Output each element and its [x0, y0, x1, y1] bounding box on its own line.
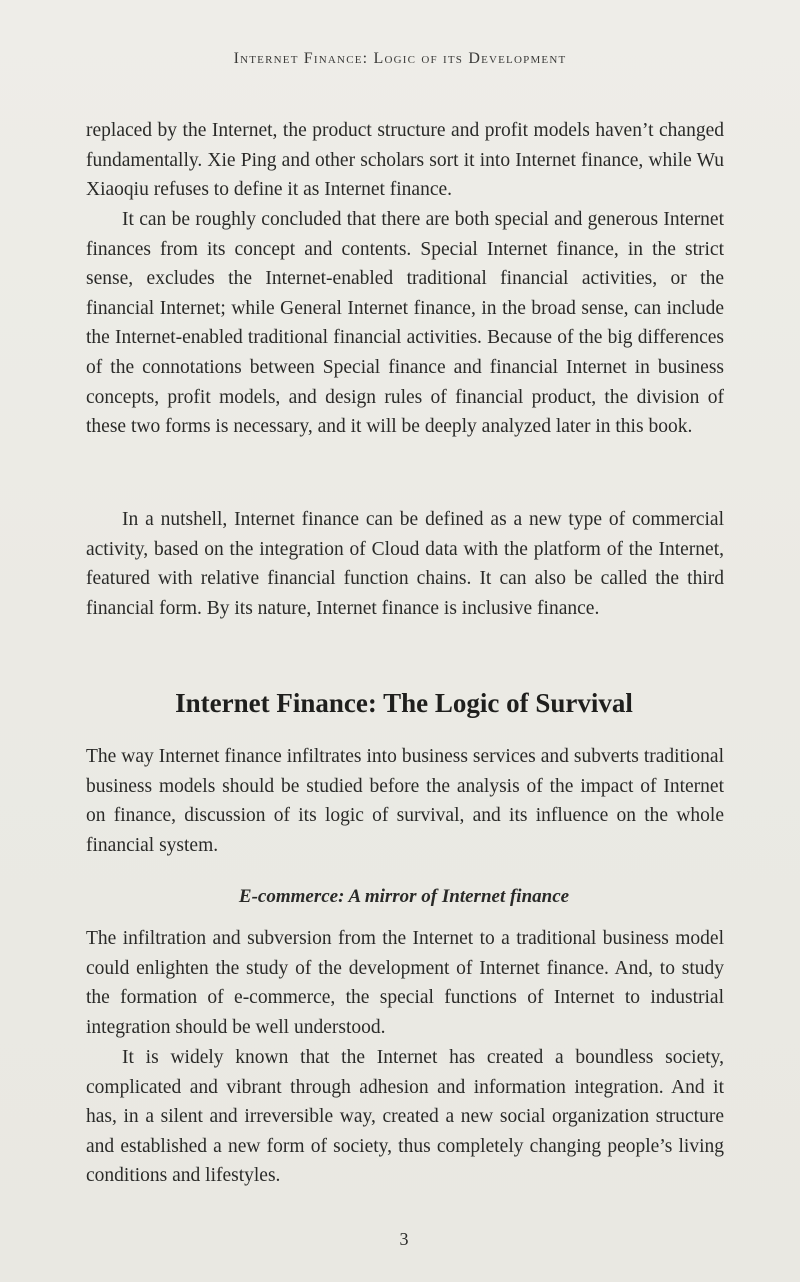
paragraph-infiltration: The infiltration and subversion from the Internet to a traditional business model could enlighten the study of the development of Internet finance. And, to study the formation of e-commerce, the special functions of Internet to industrial integration should be well understood. [86, 928, 724, 1038]
paragraph-continuation: replaced by the Internet, the product structure and profit models haven’t changed fundamentally. Xie Ping and other scholars sort it into Internet finance, while Wu Xiaoqiu refuses to define it as Internet finance. [86, 120, 724, 201]
subsection-heading: E-commerce: A mirror of Internet finance [238, 886, 570, 907]
paragraph-intro: The way Internet finance infiltrates into business services and subverts traditional business models should be studied before the analysis of the impact of Internet on finance, discussion of its logic of survival, and its influence on the whole financial system. [86, 746, 724, 856]
paragraph-summary: In a nutshell, Internet finance can be defined as a new type of commercial activity, based on the integration of Cloud data with the platform of the Internet, featured with relative financial function chains. It can also be called the third financial form. By its nature, Internet finance is inclusive finance. [86, 509, 724, 619]
page-number: 3 [399, 1229, 409, 1249]
running-header: Internet Finance: Logic of its Development [233, 50, 567, 67]
paragraph-society: It is widely known that the Internet has created a boundless society, complicated and vibrant through adhesion and information integration. And it has, in a silent and irreversible way, created a new social organization structure and established a new form of society, thus completely changing people’s living conditions and lifestyles. [86, 1047, 724, 1187]
section-heading: Internet Finance: The Logic of Survival [175, 688, 633, 718]
paragraph-definitions: It can be roughly concluded that there are both special and generous Internet finances from its concept and contents. Special Internet finance, in the strict sense, excludes the Internet-enabled traditional financial activities, or the financial Internet; while General Internet finance, in the broad sense, can include the Internet-enabled traditional financial activities. Because of the big differences of the connotations between Special finance and financial Internet in business concepts, profit models, and design rules of financial product, the division of these two forms is necessary, and it will be deeply analyzed later in this book. [86, 209, 724, 438]
